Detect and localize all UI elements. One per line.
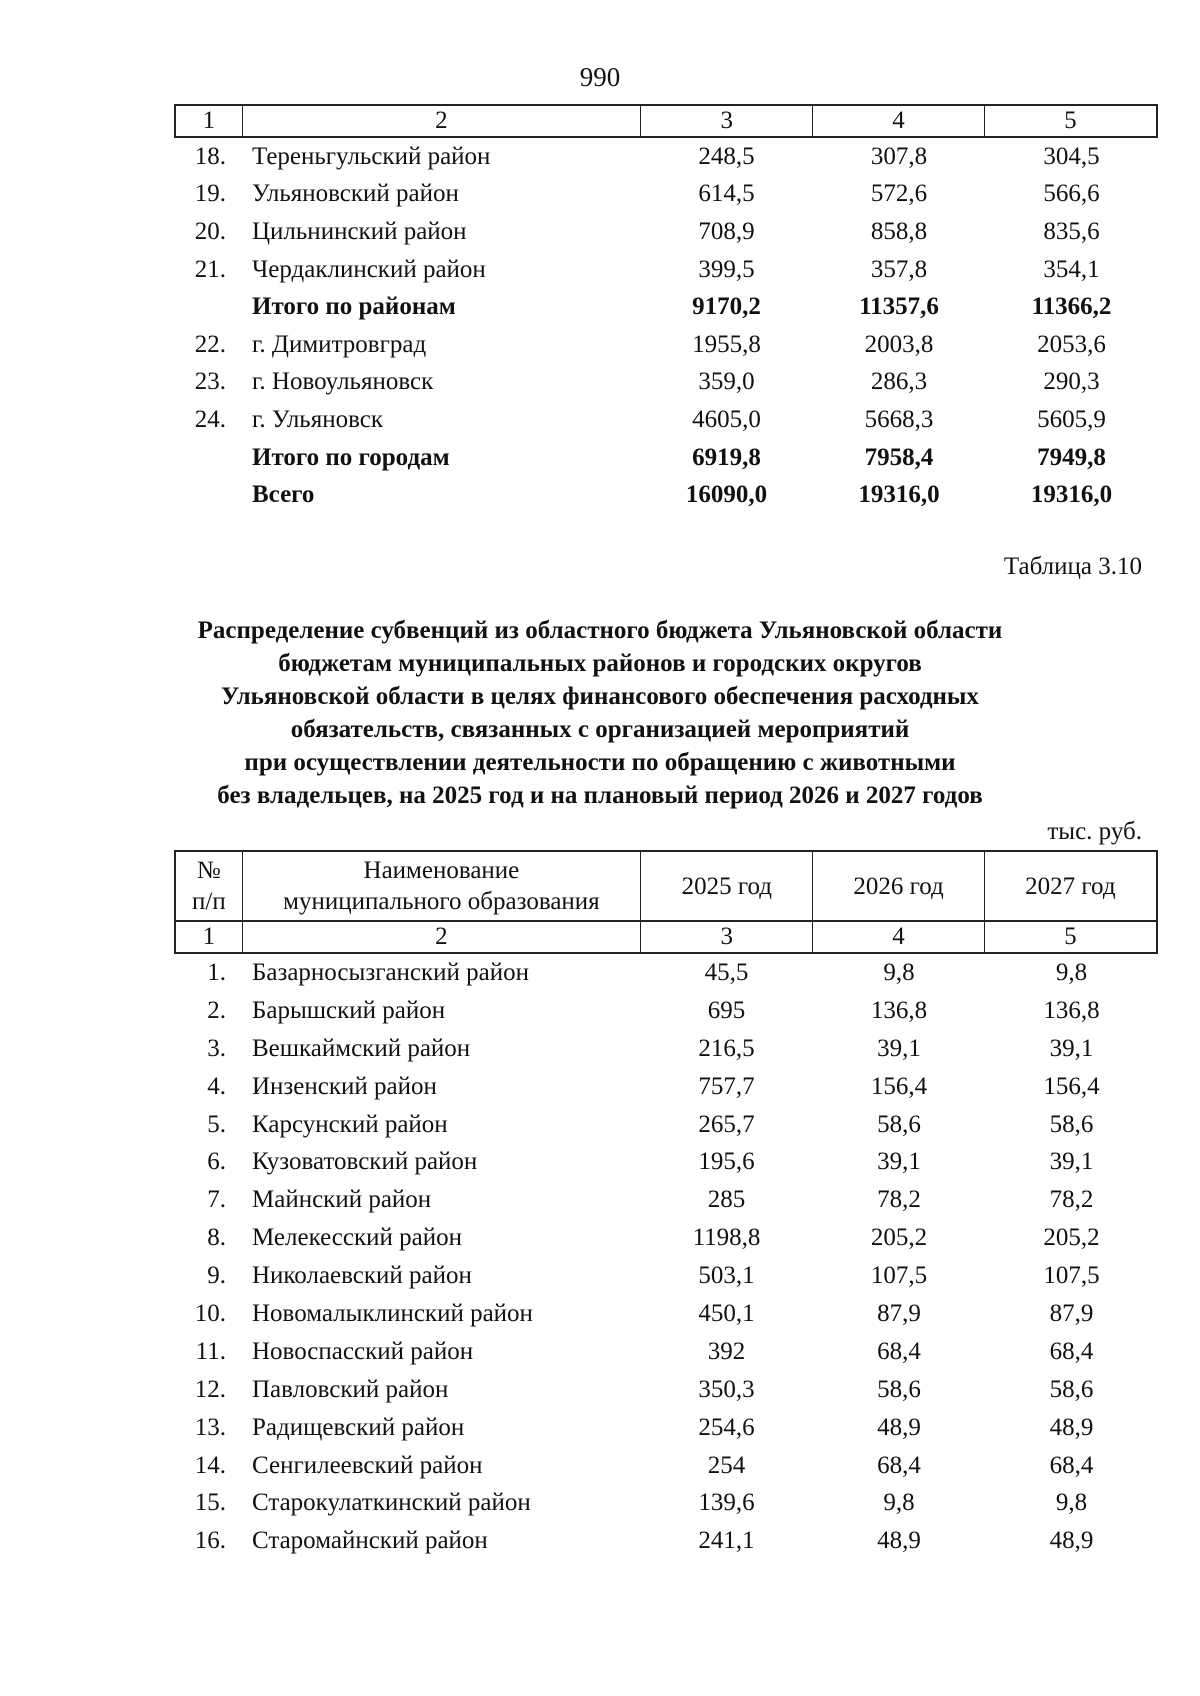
value-2026: 858,8 [870, 217, 928, 245]
value-2027: 11366,2 [1031, 293, 1112, 321]
value-2026: 307,8 [870, 142, 928, 170]
value-2027: 5605,9 [1037, 405, 1106, 433]
table-continuation-body [174, 138, 1158, 514]
title-line: обязательств, связанных с организацией мероприятий [290, 716, 910, 743]
value-2027: 68,4 [1049, 1337, 1094, 1365]
row-number: 15. [194, 1489, 226, 1517]
column-number-3: 3 [640, 106, 812, 136]
row-name: Ульяновский район [252, 180, 459, 208]
table-subventions [174, 850, 1158, 1560]
column-number-2: 2 [242, 106, 640, 136]
table-row [174, 176, 1158, 214]
row-name: Майнский район [252, 1186, 432, 1214]
title-line: Ульяновской области в целях финансового обеспечения расходных [221, 683, 979, 710]
header-number-line2: п/п [192, 888, 226, 915]
column-number-header [174, 104, 1158, 138]
row-number: 8. [207, 1224, 226, 1252]
value-2027: 566,6 [1043, 180, 1100, 208]
column-number-header [174, 920, 1158, 954]
value-2025: 757,7 [698, 1072, 755, 1100]
value-2027: 9,8 [1055, 958, 1088, 986]
table-label: Таблица 3.10 [1003, 553, 1142, 580]
row-name: Барышский район [252, 996, 446, 1024]
table-row [174, 1371, 1158, 1409]
row-name: Инзенский район [252, 1072, 437, 1100]
row-name: Карсунский район [252, 1110, 448, 1138]
table-title [0, 614, 1200, 812]
row-name: Тереньгульский район [252, 142, 491, 170]
row-name: Старокулаткинский район [252, 1489, 531, 1517]
value-2025: 399,5 [698, 255, 755, 283]
value-2026: 19316,0 [858, 481, 940, 509]
column-number-5: 5 [984, 922, 1156, 952]
row-number: 16. [194, 1527, 226, 1555]
value-2025: 216,5 [698, 1034, 755, 1062]
value-2025: 450,1 [698, 1299, 755, 1327]
value-2026: 68,4 [877, 1337, 921, 1365]
column-number-1: 1 [202, 107, 216, 134]
row-number: 24. [194, 405, 226, 433]
row-name: Сенгилеевский район [252, 1451, 483, 1479]
header-name-line2: муниципального образования [283, 888, 600, 915]
table-row [174, 1522, 1158, 1560]
row-name: Новоспасский район [252, 1337, 474, 1365]
table-row [174, 364, 1158, 402]
column-number-3: 3 [640, 922, 812, 952]
row-name: Чердаклинский район [252, 255, 486, 283]
value-2025: 16090,0 [685, 481, 768, 509]
value-2025: 254,6 [698, 1413, 755, 1441]
value-2027: 7949,8 [1037, 443, 1106, 471]
row-number: 20. [194, 217, 226, 245]
row-number: 2. [207, 996, 226, 1024]
value-2027: 107,5 [1043, 1262, 1100, 1290]
table-row [174, 1106, 1158, 1144]
row-name: Старомайнский район [252, 1527, 488, 1555]
table-row [174, 1219, 1158, 1257]
row-number: 5. [207, 1110, 226, 1138]
row-name: Кузоватовский район [252, 1148, 478, 1176]
value-2026: 68,4 [877, 1451, 921, 1479]
table-row [174, 1030, 1158, 1068]
table-continuation [174, 104, 1158, 514]
table-row [174, 213, 1158, 251]
value-2027: 48,9 [1049, 1527, 1094, 1555]
value-2025: 614,5 [698, 180, 755, 208]
row-number: 6. [207, 1148, 226, 1176]
value-2027: 304,5 [1043, 142, 1100, 170]
value-2026: 9,8 [883, 1489, 915, 1517]
row-name: Итого по городам [252, 443, 450, 471]
column-number-2: 2 [242, 922, 640, 952]
table-row [174, 1257, 1158, 1295]
row-name: Вешкаймский район [252, 1034, 471, 1062]
table-row [174, 954, 1158, 992]
value-2027: 58,6 [1049, 1375, 1094, 1403]
value-2027: 68,4 [1049, 1451, 1094, 1479]
row-number: 18. [194, 142, 226, 170]
row-number: 13. [194, 1413, 226, 1441]
value-2026: 48,9 [877, 1527, 921, 1555]
value-2027: 9,8 [1055, 1489, 1088, 1517]
column-number-4: 4 [812, 106, 983, 136]
column-number-4: 4 [812, 922, 983, 952]
row-number: 1. [207, 958, 226, 986]
table-row [174, 1068, 1158, 1106]
column-number-1: 1 [202, 923, 216, 950]
row-number: 21. [194, 255, 226, 283]
value-2026: 572,6 [870, 180, 928, 208]
row-number: 23. [194, 368, 226, 396]
title-line: бюджетам муниципальных районов и городских округов [278, 650, 922, 677]
row-name: Итого по районам [252, 293, 456, 321]
value-2025: 195,6 [698, 1148, 755, 1176]
value-2025: 350,3 [698, 1375, 755, 1403]
row-name: Всего [252, 481, 315, 509]
row-number: 4. [207, 1072, 226, 1100]
unit-label: тыс. руб. [1047, 818, 1142, 845]
page-number: 990 [579, 62, 621, 92]
value-2025: 254 [707, 1451, 746, 1479]
table-row [174, 1143, 1158, 1181]
table-row [174, 326, 1158, 364]
value-2026: 286,3 [870, 368, 928, 396]
table-row [174, 251, 1158, 289]
value-2027: 835,6 [1043, 217, 1100, 245]
value-2027: 39,1 [1049, 1034, 1094, 1062]
row-number: 3. [207, 1034, 226, 1062]
table-header [174, 850, 1158, 920]
value-2025: 285 [707, 1186, 746, 1214]
table-row [174, 1295, 1158, 1333]
header-name-line1: Наименование [363, 857, 520, 884]
value-2026: 87,9 [877, 1299, 921, 1327]
value-2025: 4605,0 [692, 405, 761, 433]
value-2026: 107,5 [870, 1262, 928, 1290]
value-2026: 39,1 [877, 1034, 921, 1062]
table-row [174, 401, 1158, 439]
row-number: 22. [194, 330, 226, 358]
row-name: Цильнинский район [252, 217, 467, 245]
table-body [174, 954, 1158, 1560]
header-number-line1: № [196, 857, 221, 884]
value-2025: 359,0 [698, 368, 755, 396]
row-name: Новомалыклинский район [252, 1299, 533, 1327]
value-2025: 241,1 [698, 1527, 755, 1555]
row-name: Базарносызганский район [252, 958, 530, 986]
value-2026: 156,4 [870, 1072, 928, 1100]
table-row [174, 1333, 1158, 1371]
row-name: г. Димитровград [252, 330, 427, 358]
value-2026: 39,1 [877, 1148, 921, 1176]
header-name [242, 852, 640, 920]
value-2027: 19316,0 [1030, 481, 1113, 509]
column-number-5: 5 [984, 106, 1156, 136]
value-2027: 87,9 [1049, 1299, 1094, 1327]
title-line: Распределение субвенций из областного бюджета Ульяновской области [197, 617, 1003, 644]
header-2026: 2026 год [812, 852, 983, 920]
row-name: Мелекесский район [252, 1224, 463, 1252]
total-row [174, 288, 1158, 326]
value-2027: 78,2 [1049, 1186, 1094, 1214]
title-line: при осуществлении деятельности по обращению с животными [244, 749, 956, 776]
row-number: 19. [194, 180, 226, 208]
value-2025: 1955,8 [692, 330, 761, 358]
value-2026: 136,8 [870, 996, 928, 1024]
value-2025: 1198,8 [692, 1224, 761, 1252]
table-row [174, 138, 1158, 176]
header-2025: 2025 год [640, 852, 812, 920]
value-2025: 9170,2 [692, 293, 761, 321]
row-number: 10. [194, 1299, 226, 1327]
row-number: 9. [207, 1262, 226, 1290]
row-number: 12. [194, 1375, 226, 1403]
value-2025: 248,5 [698, 142, 755, 170]
title-line: без владельцев, на 2025 год и на плановый период 2026 и 2027 годов [217, 782, 983, 809]
table-row [174, 1409, 1158, 1447]
row-name: Радищевский район [252, 1413, 465, 1441]
header-number [176, 852, 242, 920]
value-2027: 58,6 [1049, 1110, 1094, 1138]
row-name: Павловский район [252, 1375, 449, 1403]
value-2026: 58,6 [877, 1375, 921, 1403]
row-name: г. Ульяновск [252, 405, 383, 433]
value-2025: 265,7 [698, 1110, 755, 1138]
value-2026: 5668,3 [864, 405, 934, 433]
value-2027: 39,1 [1049, 1148, 1094, 1176]
row-number: 11. [195, 1337, 226, 1365]
row-number: 7. [207, 1186, 226, 1214]
value-2026: 205,2 [870, 1224, 928, 1252]
value-2026: 9,8 [883, 958, 915, 986]
value-2026: 11357,6 [859, 293, 939, 321]
table-row [174, 1447, 1158, 1485]
value-2026: 78,2 [877, 1186, 921, 1214]
value-2027: 156,4 [1043, 1072, 1100, 1100]
value-2025: 6919,8 [692, 443, 761, 471]
value-2026: 58,6 [877, 1110, 921, 1138]
value-2027: 2053,6 [1037, 330, 1106, 358]
value-2025: 708,9 [698, 217, 755, 245]
value-2026: 48,9 [877, 1413, 921, 1441]
value-2027: 290,3 [1043, 368, 1100, 396]
row-number: 14. [194, 1451, 226, 1479]
value-2026: 2003,8 [864, 330, 934, 358]
table-row [174, 1484, 1158, 1522]
row-name: г. Новоульяновск [252, 368, 434, 396]
value-2027: 48,9 [1049, 1413, 1094, 1441]
value-2026: 357,8 [870, 255, 928, 283]
value-2027: 136,8 [1043, 996, 1100, 1024]
total-row [174, 439, 1158, 477]
row-name: Николаевский район [252, 1262, 472, 1290]
value-2025: 45,5 [704, 958, 749, 986]
value-2027: 205,2 [1043, 1224, 1100, 1252]
value-2025: 695 [707, 996, 746, 1024]
total-row [174, 476, 1158, 514]
value-2025: 503,1 [698, 1262, 755, 1290]
header-2027: 2027 год [984, 852, 1156, 920]
table-row [174, 1181, 1158, 1219]
table-row [174, 992, 1158, 1030]
value-2025: 139,6 [698, 1489, 755, 1517]
value-2025: 392 [707, 1337, 746, 1365]
value-2027: 354,1 [1043, 255, 1100, 283]
value-2026: 7958,4 [864, 443, 934, 471]
